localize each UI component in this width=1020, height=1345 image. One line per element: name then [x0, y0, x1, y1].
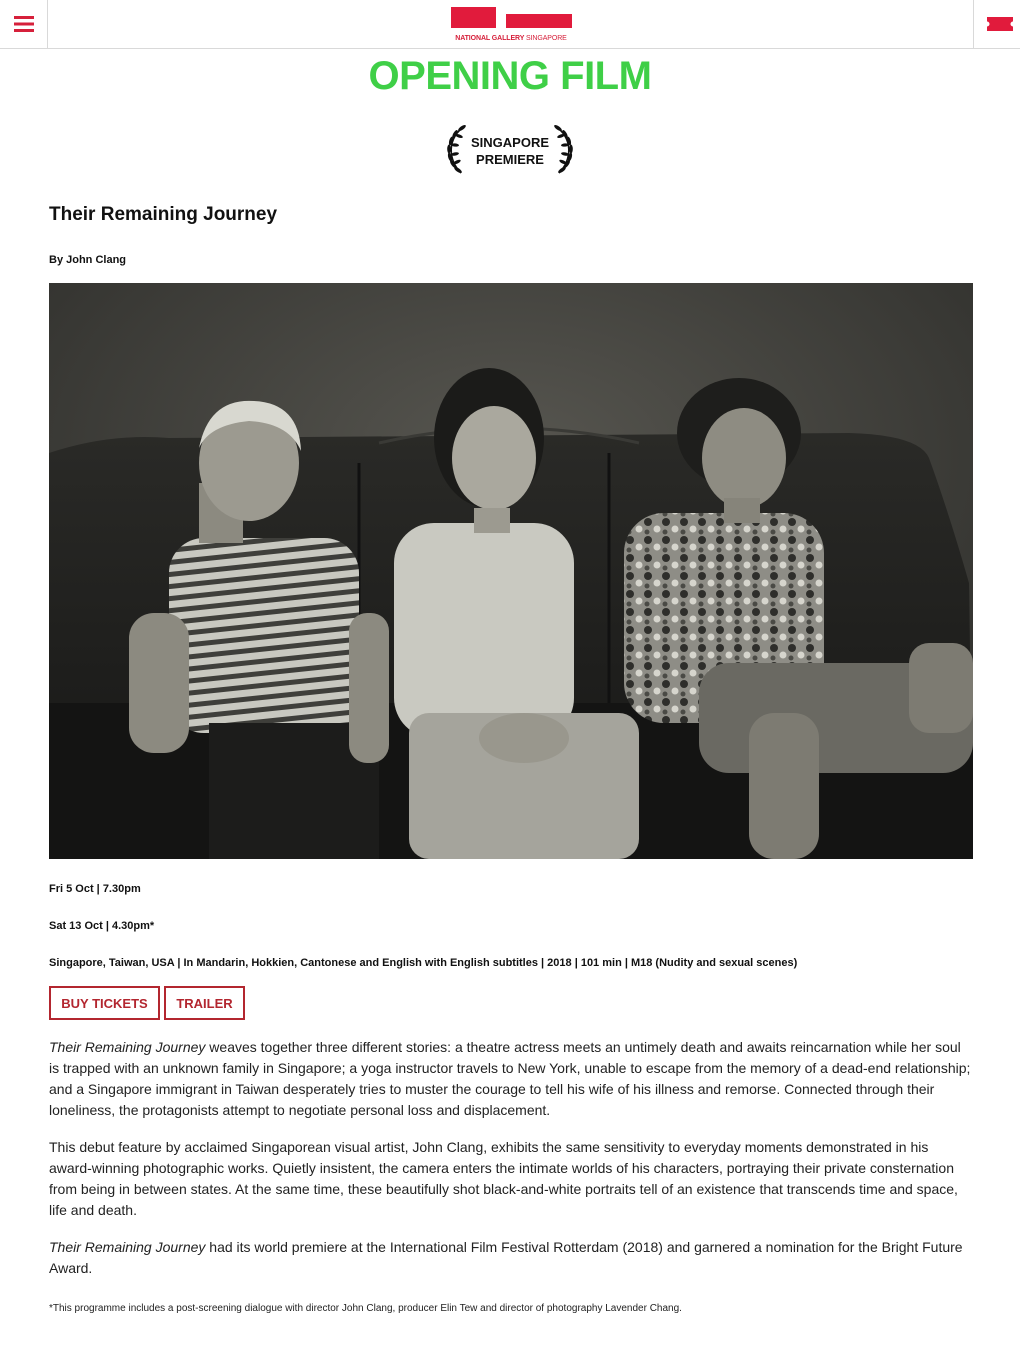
badge-line-2: PREMIERE — [476, 152, 544, 167]
trailer-button[interactable]: TRAILER — [164, 986, 245, 1020]
screening-2: Sat 13 Oct | 4.30pm* — [49, 920, 155, 932]
film-director: By John Clang — [49, 254, 127, 266]
hamburger-icon — [0, 0, 48, 48]
section-title: OPENING FILM — [368, 54, 652, 98]
film-title-italic: Their Remaining Journey — [49, 1039, 206, 1055]
tickets-button[interactable] — [973, 0, 1020, 48]
menu-button[interactable] — [0, 0, 48, 48]
logo-text: NATIONAL GALLERY SINGAPORE — [455, 35, 567, 42]
footnote: *This programme includes a post-screening dialogue with director John Clang, producer Elin Tew and director of photography Lavender Chang. — [49, 1303, 682, 1314]
buy-tickets-button[interactable]: BUY TICKETS — [49, 986, 160, 1020]
film-title-italic: Their Remaining Journey — [49, 1239, 206, 1255]
film-still-image — [49, 283, 973, 859]
description-paragraph-1: Their Remaining Journey weaves together three different stories: a theatre actress meets an untimely death and awaits reincarnation while her soul is trapped with an unknown family in Singapore; a yoga instructor travels to New York, unable to escape from the memory of a dead-end relationship; and a Singapore immigrant in Taiwan desperately tries to muster the courage to tell his wife of his illness and remorse. Connected through their loneliness, the protagonists attempt to negotiate personal loss and displacement. — [49, 1039, 971, 1118]
screening-1: Fri 5 Oct | 7.30pm — [49, 883, 141, 895]
film-title: Their Remaining Journey — [49, 204, 278, 225]
ticket-icon — [974, 0, 1020, 48]
site-logo[interactable] — [449, 6, 573, 44]
film-details: Singapore, Taiwan, USA | In Mandarin, Hokkien, Cantonese and English with English subtitles | 2018 | 101 min | M18 (Nudity and sexual scenes) — [49, 957, 798, 969]
description-paragraph-3: Their Remaining Journey had its world premiere at the International Film Festival Rotterdam (2018) and garnered a nomination for the Bright Future Award. — [49, 1239, 963, 1276]
premiere-badge — [444, 123, 576, 178]
premiere-badge-text — [444, 134, 576, 168]
top-nav-bar — [0, 0, 1020, 49]
badge-line-1: SINGAPORE — [470, 135, 549, 150]
logo-mark-icon — [449, 6, 573, 34]
description-paragraph-2: This debut feature by acclaimed Singaporean visual artist, John Clang, exhibits the same sensitivity to everyday moments demonstrated in his award-winning photographic works. Quietly insistent, the camera enters the intimate worlds of his characters, portraying their private consternation from being in between states. At the same time, these beautifully shot black-and-white portraits tell of an existence that transcends time and space, life and death. — [49, 1139, 958, 1218]
